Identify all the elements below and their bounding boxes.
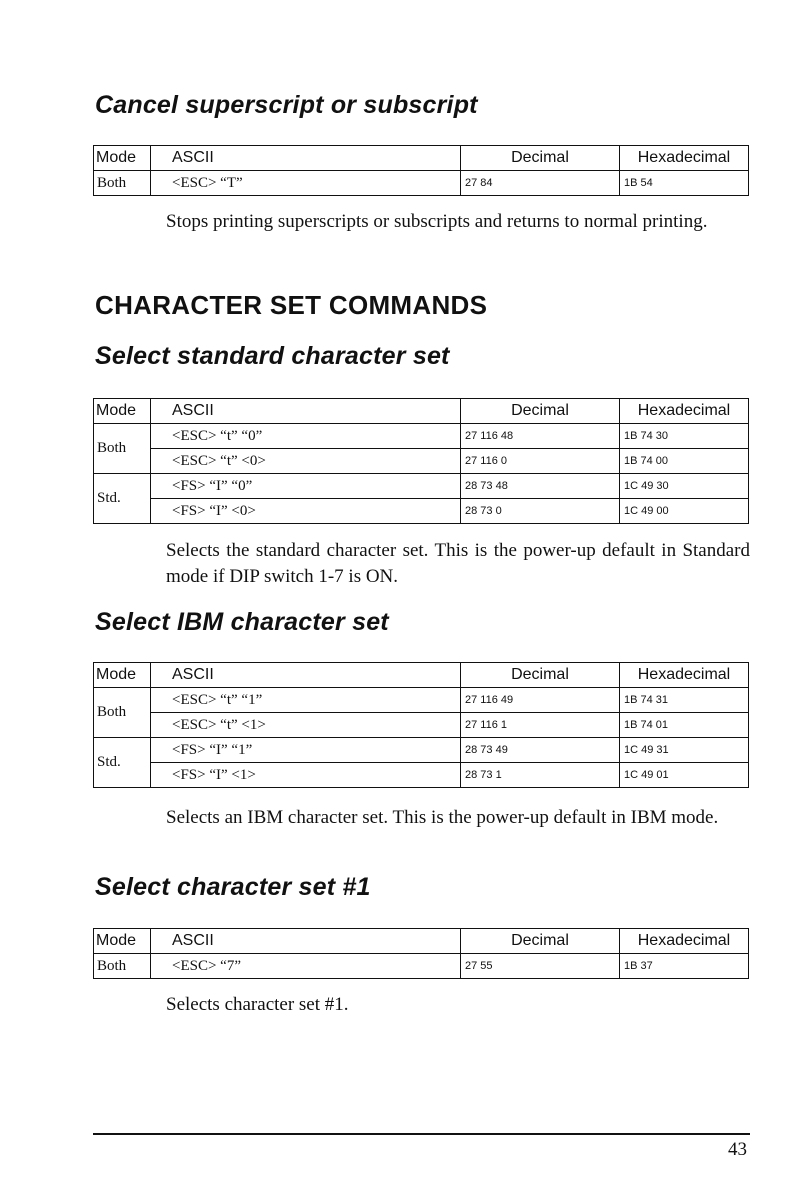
table-header-row [94, 663, 749, 688]
description-standard: Selects the standard character set. This is the power-up default in Standard mode if DIP switch 1-7 is ON. [166, 540, 750, 587]
header-mode: Mode [94, 399, 151, 424]
cell-hex: 1B 37 [620, 954, 749, 979]
table-row [94, 738, 749, 763]
cell-ascii: <ESC> “7” [151, 954, 461, 979]
chapter-heading: CHARACTER SET COMMANDS [95, 290, 488, 320]
header-decimal: Decimal [461, 399, 620, 424]
command-table-set1 [93, 928, 749, 979]
header-mode: Mode [94, 929, 151, 954]
command-table-cancel [93, 145, 749, 196]
cell-mode: Both [94, 171, 151, 196]
header-hex: Hexadecimal [620, 146, 749, 171]
header-decimal: Decimal [461, 146, 620, 171]
cell-hex: 1B 74 01 [620, 713, 749, 738]
cell-ascii: <ESC> “t” “1” [151, 688, 461, 713]
section-title-set1: Select character set #1 [95, 873, 371, 901]
page-number: 43 [728, 1139, 747, 1160]
table-row [94, 499, 749, 524]
header-ascii: ASCII [151, 146, 461, 171]
cell-decimal: 28 73 0 [461, 499, 620, 524]
footer-rule [93, 1133, 750, 1135]
command-table-standard [93, 398, 749, 524]
table-header-row [94, 399, 749, 424]
header-hex: Hexadecimal [620, 663, 749, 688]
cell-decimal: 28 73 49 [461, 738, 620, 763]
cell-ascii: <FS> “I” <1> [151, 763, 461, 788]
header-hex: Hexadecimal [620, 929, 749, 954]
table-row [94, 171, 749, 196]
cell-hex: 1B 74 00 [620, 449, 749, 474]
header-ascii: ASCII [151, 663, 461, 688]
section-title-ibm: Select IBM character set [95, 608, 389, 636]
cell-decimal: 27 116 1 [461, 713, 620, 738]
table-row [94, 688, 749, 713]
cell-decimal: 27 116 49 [461, 688, 620, 713]
cell-decimal: 27 55 [461, 954, 620, 979]
header-mode: Mode [94, 663, 151, 688]
cell-hex: 1C 49 30 [620, 474, 749, 499]
table-row [94, 713, 749, 738]
cell-ascii: <FS> “I” <0> [151, 499, 461, 524]
description-ibm: Selects an IBM character set. This is the power-up default in IBM mode. [166, 807, 719, 828]
header-mode: Mode [94, 146, 151, 171]
cell-mode: Both [94, 688, 151, 738]
description-set1: Selects character set #1. [166, 994, 349, 1015]
cell-hex: 1B 54 [620, 171, 749, 196]
header-hex: Hexadecimal [620, 399, 749, 424]
header-decimal: Decimal [461, 663, 620, 688]
table-row [94, 424, 749, 449]
header-ascii: ASCII [151, 399, 461, 424]
table-header-row [94, 929, 749, 954]
cell-ascii: <ESC> “t” <1> [151, 713, 461, 738]
table-row [94, 449, 749, 474]
table-header-row [94, 146, 749, 171]
cell-hex: 1C 49 31 [620, 738, 749, 763]
table-row [94, 954, 749, 979]
section-title-cancel: Cancel superscript or subscript [95, 91, 478, 119]
cell-decimal: 27 116 48 [461, 424, 620, 449]
cell-hex: 1B 74 31 [620, 688, 749, 713]
cell-decimal: 28 73 48 [461, 474, 620, 499]
cell-decimal: 28 73 1 [461, 763, 620, 788]
cell-hex: 1C 49 00 [620, 499, 749, 524]
cell-decimal: 27 116 0 [461, 449, 620, 474]
section-title-standard: Select standard character set [95, 342, 450, 370]
header-ascii: ASCII [151, 929, 461, 954]
cell-mode: Both [94, 954, 151, 979]
table-row [94, 763, 749, 788]
cell-ascii: <ESC> “T” [151, 171, 461, 196]
cell-mode: Std. [94, 738, 151, 788]
cell-mode: Both [94, 424, 151, 474]
cell-ascii: <ESC> “t” “0” [151, 424, 461, 449]
description-cancel: Stops printing superscripts or subscripts and returns to normal printing. [166, 211, 708, 232]
cell-hex: 1B 74 30 [620, 424, 749, 449]
cell-decimal: 27 84 [461, 171, 620, 196]
cell-hex: 1C 49 01 [620, 763, 749, 788]
command-table-ibm [93, 662, 749, 788]
cell-ascii: <FS> “I” “1” [151, 738, 461, 763]
cell-mode: Std. [94, 474, 151, 524]
table-row [94, 474, 749, 499]
cell-ascii: <FS> “I” “0” [151, 474, 461, 499]
cell-ascii: <ESC> “t” <0> [151, 449, 461, 474]
header-decimal: Decimal [461, 929, 620, 954]
